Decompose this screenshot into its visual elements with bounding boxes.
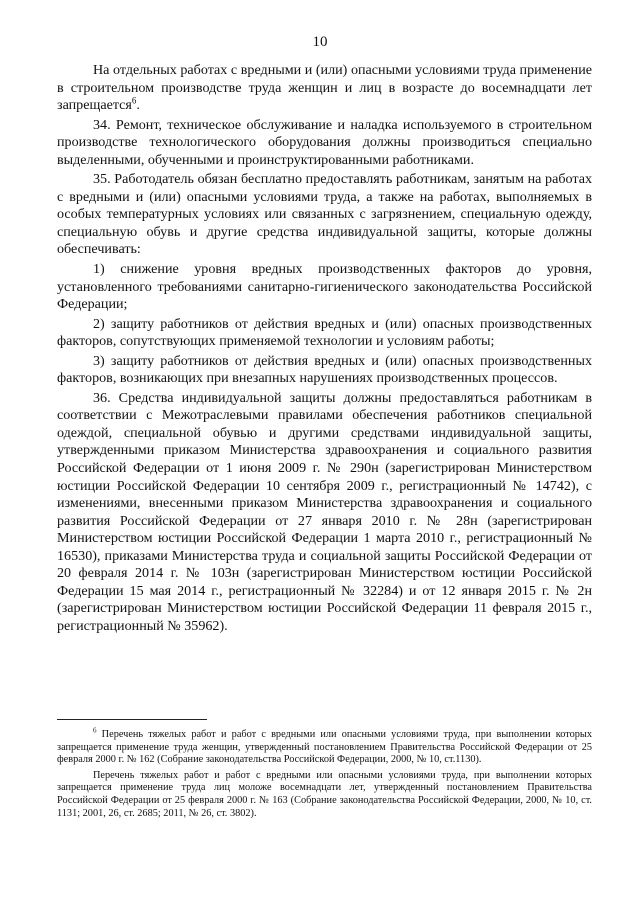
footnote-6-part-a-text: Перечень тяжелых работ и работ с вредными или опасными условиями труда, при выполнении которых запрещается применение труда женщин, утвержденный постановлением Правительства Российской Федерации от 25 февраля 2000 г. № 162 (Собрание законодательства Российской Федерации, 2000, № 10, ст.1130). xyxy=(57,729,592,766)
paragraph-35-item-2: 2) защиту работников от действия вредных и (или) опасных производственных факторов, сопутствующих применяемой технологии и условиям работы; xyxy=(57,315,592,350)
paragraph-35: 35. Работодатель обязан бесплатно предоставлять работникам, занятым на работах с вредными и (или) опасными условиями труда, а также на работах, выполняемых в особых температурных условиях или связанных с загрязнением, специальную одежду, специальную обувь и другие средства индивидуальной защиты, которые должны обеспечивать: xyxy=(57,171,592,258)
footnote-6-mark: 6 xyxy=(93,726,97,735)
footnote-6-part-a xyxy=(57,726,592,767)
paragraph-36: 36. Средства индивидуальной защиты должны предоставляться работникам в соответствии с Межотраслевыми правилами обеспечения работников специальной одеждой, специальной обувью и другими средствами индивидуальной защиты, утвержденными приказом Министерства здравоохранения и социального развития Российской Федерации от 1 июня 2009 г. № 290н (зарегистрирован Министерством юстиции Российской Федерации 10 сентября 2009 г., регистрационный № 14742), с изменениями, внесенными приказом Министерства здравоохранения и социального развития Российской Федерации от 27 января 2010 г. № 28н (зарегистрирован Министерством юстиции Российской Федерации 1 марта 2010 г., регистрационный № 16530), приказами Министерства труда и социальной защиты Российской Федерации от 20 февраля 2014 г. № 103н (зарегистрирован Министерством юстиции Российской Федерации 15 мая 2014 г., регистрационный № 32284) и от 12 января 2015 г. № 2н (зарегистрирован Министерством юстиции Российской Федерации 11 февраля 2015 г., регистрационный № 35962). xyxy=(57,389,592,634)
paragraph-35-item-1: 1) снижение уровня вредных производственных факторов до уровня, установленного требованиями санитарно-гигиенического законодательства Российской Федерации; xyxy=(57,261,592,313)
page-number: 10 xyxy=(312,34,328,50)
footnote-6-part-b: Перечень тяжелых работ и работ с вредными или опасными условиями труда, при выполнении которых запрещается применение труда лиц моложе восемнадцати лет, утвержденный постановлением Правительства Российской Федерации от 25 февраля 2000 г. № 163 (Собрание законодательства Российской Федерации, 2000, № 10, ст. 1131; 2001, 26, ст. 2685; 2011, № 26, ст. 3802). xyxy=(57,769,592,819)
footnotes xyxy=(57,726,592,823)
paragraph-34: 34. Ремонт, техническое обслуживание и наладка используемого в строительном производстве технологического оборудования должны производиться специально выделенными, обученными и проинструктированными работниками. xyxy=(57,116,592,168)
paragraph-intro-text: На отдельных работах с вредными и (или) опасными условиями труда применение в строительном производстве труда женщин и лиц в возрасте до восемнадцати лет запрещается xyxy=(57,62,592,114)
footnote-ref-6[interactable]: 6 xyxy=(131,95,137,106)
paragraph-35-item-3: 3) защиту работников от действия вредных и (или) опасных производственных факторов, возникающих при внезапных нарушениях производственных процессов. xyxy=(57,352,592,387)
footnote-separator xyxy=(57,719,207,720)
document-body xyxy=(57,62,592,636)
paragraph-intro xyxy=(57,62,592,115)
paragraph-intro-end: . xyxy=(136,97,140,114)
